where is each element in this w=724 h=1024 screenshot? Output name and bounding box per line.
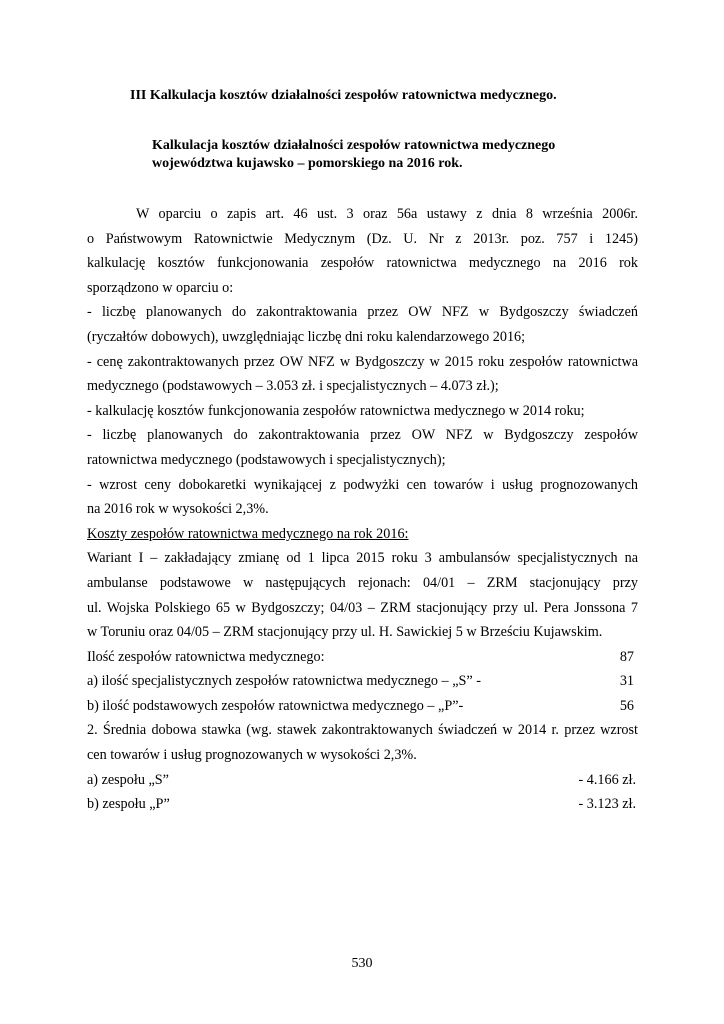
bullet-1-line-1: - liczbę planowanych do zakontraktowania przez OW NFZ w Bydgoszczy świadczeń <box>87 304 638 321</box>
intro-line-3: kalkulację kosztów funkcjonowania zespołów ratownictwa medycznego na 2016 rok <box>87 255 638 272</box>
basic-teams-row <box>87 694 638 719</box>
bullet-4-line-1: - liczbę planowanych do zakontraktowania przez OW NFZ w Bydgoszczy zespołów <box>87 427 638 444</box>
variant-line-3: ul. Wojska Polskiego 65 w Bydgoszczy; 04/03 – ZRM stacjonujący przy ul. Pera Jonssona 7 <box>87 599 638 616</box>
bullet-4-line-2: ratownictwa medycznego (podstawowych i specjalistycznych); <box>87 451 446 468</box>
variant-line-1: Wariant I – zakładający zmianę od 1 lipca 2015 roku 3 ambulansów specjalistycznych na <box>87 550 638 567</box>
bullet-5-line-2: na 2016 rok w wysokości 2,3%. <box>87 501 269 518</box>
document-body <box>87 202 638 817</box>
total-teams-value: 87 <box>619 648 634 665</box>
intro-line-1: W oparciu o zapis art. 46 ust. 3 oraz 56a ustawy z dnia 8 września 2006r. <box>136 206 638 222</box>
page-number: 530 <box>351 956 373 971</box>
subtitle-line-1: Kalkulacja kosztów działalności zespołów ratownictwa medycznego <box>152 138 556 153</box>
intro-line-4: sporządzono w oparciu o: <box>87 279 234 296</box>
rate-s-row <box>87 768 638 793</box>
specialist-teams-row <box>87 669 638 694</box>
rate-p-row <box>87 792 638 817</box>
intro-line-2: o Państwowym Ratownictwie Medycznym (Dz. U. Nr z 2013r. poz. 757 i 1245) <box>87 230 638 247</box>
specialist-teams-value: 31 <box>619 673 634 690</box>
total-teams-row <box>87 645 638 670</box>
bullet-2-line-1: - cenę zakontraktowanych przez OW NFZ w Bydgoszczy w 2015 roku zespołów ratownictwa <box>87 353 638 370</box>
rate-s-label: a) zespołu „S” <box>87 771 169 788</box>
bullet-1-line-2: (ryczałtów dobowych), uwzględniając liczbę dni roku kalendarzowego 2016; <box>87 328 526 345</box>
subtitle-line-2: województwa kujawsko – pomorskiego na 2016 rok. <box>152 156 463 171</box>
basic-teams-value: 56 <box>619 697 634 714</box>
bullet-5-line-1: - wzrost ceny dobokaretki wynikającej z podwyżki cen towarów i usług prognozowanych <box>87 476 638 493</box>
costs-heading: Koszty zespołów ratownictwa medycznego na rok 2016: <box>87 525 409 542</box>
total-teams-label: Ilość zespołów ratownictwa medycznego: <box>87 648 325 665</box>
basic-teams-label: b) ilość podstawowych zespołów ratownictwa medycznego – „P”- <box>87 697 464 714</box>
rate-p-label: b) zespołu „P” <box>87 796 170 813</box>
rate-s-value: - 4.166 zł. <box>578 771 636 788</box>
specialist-teams-label: a) ilość specjalistycznych zespołów ratownictwa medycznego – „S” - <box>87 673 481 690</box>
rate-line-1: 2. Średnia dobowa stawka (wg. stawek zakontraktowanych świadczeń w 2014 r. przez wzrost <box>87 722 638 739</box>
bullet-2-line-2: medycznego (podstawowych – 3.053 zł. i specjalistycznych – 4.073 zł.); <box>87 378 499 395</box>
bullet-3: - kalkulację kosztów funkcjonowania zespołów ratownictwa medycznego w 2014 roku; <box>87 402 585 419</box>
section-title: III Kalkulacja kosztów działalności zespołów ratownictwa medycznego. <box>130 88 557 103</box>
variant-line-4: w Toruniu oraz 04/05 – ZRM stacjonujący przy ul. H. Sawickiej 5 w Brześciu Kujawskim. <box>87 624 603 641</box>
rate-p-value: - 3.123 zł. <box>578 796 636 813</box>
variant-line-2: ambulanse podstawowe w następujących rejonach: 04/01 – ZRM stacjonujący przy <box>87 574 638 591</box>
subtitle <box>152 137 555 173</box>
rate-line-2: cen towarów i usług prognozowanych w wysokości 2,3%. <box>87 747 417 764</box>
